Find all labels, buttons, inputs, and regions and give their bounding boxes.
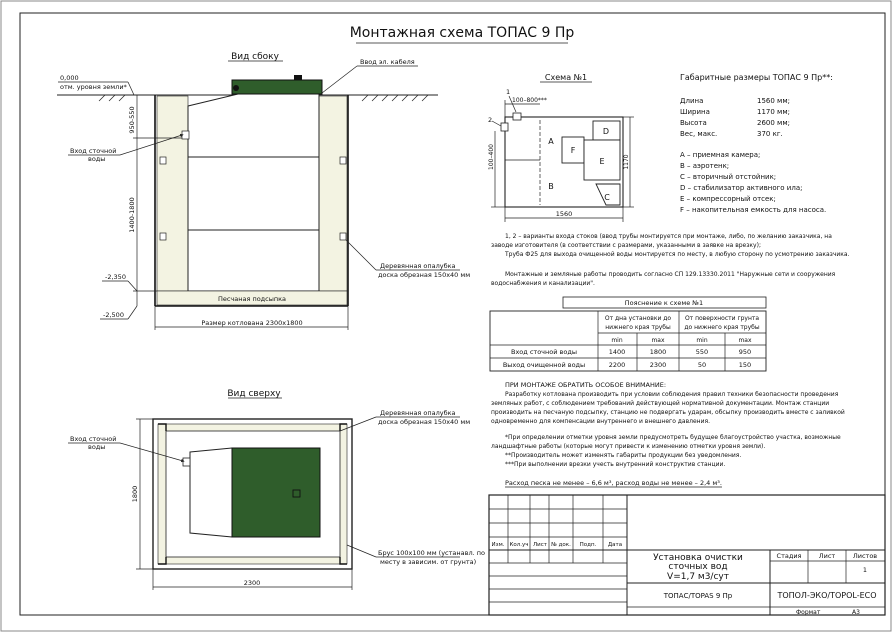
beam-label-1: Брус 100х100 мм (устанавл. по xyxy=(378,549,485,557)
legend-e: E – компрессорный отсек; xyxy=(680,195,776,203)
legend-f: F – накопительная емкость для насоса. xyxy=(680,206,827,214)
pit-size-label: Размер котлована 2300х1800 xyxy=(201,319,303,327)
table-max-1: max xyxy=(651,337,665,344)
dim-height-value: 2600 мм; xyxy=(757,119,790,127)
stamp-company: ТОПОЛ-ЭКО/TOPOL-ECO xyxy=(777,591,877,600)
scheme-dim-1560: 1560 xyxy=(555,210,573,218)
scheme-marker-2: 2 xyxy=(488,116,493,124)
warning-line-1: Разработку котлована производить при условии соблюдения правил техники безопасности проведения xyxy=(505,391,839,398)
note-line-5: водоснабжения и канализации". xyxy=(491,280,595,287)
footnote-1: *При определении отметки уровня земли предусмотреть будущее благоустройство участка, возможные xyxy=(505,434,841,441)
top-inlet-label-2: воды xyxy=(88,443,106,451)
stamp-col-data: Дата xyxy=(607,542,623,548)
warning-line-2: земляных работ, с соблюдением требований действующей нормативной документации. Монтаж станции xyxy=(491,400,830,407)
stamp-format-label: Формат xyxy=(796,609,821,616)
stamp-title-2: сточных вод xyxy=(668,562,728,572)
stamp-col-ndok: № док. xyxy=(551,542,571,548)
level-2500: -2,500 xyxy=(103,311,124,319)
table-group1-line1: От дна установки до xyxy=(604,315,672,322)
scheme-dim-1170: 1170 xyxy=(623,154,630,170)
side-formwork-label-1: Деревянная опалубка xyxy=(380,262,456,270)
lid-handle xyxy=(294,75,302,80)
stamp-sheet: Лист xyxy=(818,552,836,560)
note-line-2: заводе изготовителя (в соответствии с размерами, указанными в заявке на врезку); xyxy=(491,242,761,249)
table-group2-line2: до нижнего края трубы xyxy=(684,324,760,331)
warning-line-3: производить на песчаную подсыпку, станцию не подвергать ударам, обсыпку производить вместе с заливкой xyxy=(491,409,845,416)
dim-weight-label: Вес, макс. xyxy=(680,130,718,138)
table-row1-label: Вход сточной воды xyxy=(511,348,577,356)
scheme-label-d: D xyxy=(602,127,610,136)
side-inlet-label-1: Вход сточной xyxy=(70,147,117,155)
legend-b: B – аэротенк; xyxy=(680,162,730,170)
scheme-label-e: E xyxy=(599,157,605,166)
sand-label: Песчаная подсыпка xyxy=(217,295,287,303)
dim-height-label: Высота xyxy=(680,119,707,127)
stamp-col-koluch: Кол.уч xyxy=(509,542,529,548)
legend-d: D – стабилизатор активного ила; xyxy=(680,184,803,192)
side-formwork-label-2: доска обрезная 150х40 мм xyxy=(378,271,471,279)
table-row2-v2: 2300 xyxy=(649,361,667,369)
table-row2-label: Выход очищенной воды xyxy=(502,361,586,369)
table-row2-v4: 150 xyxy=(738,361,752,369)
scheme-inlet-2 xyxy=(501,123,508,131)
top-formwork-label-2: доска обрезная 150х40 мм xyxy=(378,418,471,426)
stamp-product: ТОПАС/TOPAS 9 Пр xyxy=(663,592,733,600)
footnote-2: **Производитель может изменять габариты продукции без уведомления. xyxy=(505,452,742,459)
table-row1-v3: 550 xyxy=(695,348,709,356)
scheme-label-f: F xyxy=(570,146,576,155)
scheme-label-a: A xyxy=(548,137,554,146)
dim-width-value: 1170 мм; xyxy=(757,108,790,116)
scheme-dim-100-400: 100–400 xyxy=(488,144,495,170)
stamp-col-izm: Изм. xyxy=(491,542,505,548)
top-inlet-marker xyxy=(183,458,190,466)
table-row1-v1: 1400 xyxy=(608,348,626,356)
dim-width-label: Ширина xyxy=(680,108,710,116)
footnote-1-cont: ландшафтные работы (которые могут привести к изменению отметки уровня земли). xyxy=(491,443,766,450)
table-row2-v1: 2200 xyxy=(608,361,626,369)
stamp-col-podp: Подп. xyxy=(579,542,597,548)
tank-lid xyxy=(232,80,322,94)
backfill-right xyxy=(319,96,347,291)
stamp-title-1: Установка очистки xyxy=(653,553,743,563)
dim-length-label: Длина xyxy=(680,97,704,105)
stamp-sheets: Листов xyxy=(852,552,878,560)
ground-level-label: отм. уровня земли* xyxy=(60,83,127,91)
table-min-1: min xyxy=(611,337,623,344)
table-group1-line2: нижнего края трубы xyxy=(605,324,671,331)
scheme-label-c: C xyxy=(604,193,610,202)
dim-weight-value: 370 кг. xyxy=(757,130,783,138)
warning-heading: ПРИ МОНТАЖЕ ОБРАТИТЬ ОСОБОЕ ВНИМАНИЕ: xyxy=(505,381,667,389)
top-formwork-label-1: Деревянная опалубка xyxy=(380,409,456,417)
top-tank-lid xyxy=(232,448,320,537)
scheme-heading: Схема №1 xyxy=(544,73,588,82)
dim-1400-1800: 1400-1800 xyxy=(128,197,136,233)
scheme-label-b: B xyxy=(548,182,554,191)
stamp-format-value: А3 xyxy=(852,609,860,616)
table-row1-v2: 1800 xyxy=(649,348,667,356)
top-dim-2300: 2300 xyxy=(243,579,261,587)
lid-hinge xyxy=(233,85,239,91)
level-2350: -2,350 xyxy=(105,273,126,281)
scheme-inlet-1 xyxy=(513,113,521,120)
dim-950-550: 950-550 xyxy=(128,106,136,134)
footnote-3: ***При выполнении врезки учесть внутренний конструктив станции. xyxy=(505,461,726,468)
cable-label: Ввод эл. кабеля xyxy=(360,58,415,66)
note-line-1: 1, 2 – варианты входа стоков (ввод трубы монтируется при монтаже, либо, по желанию заказчика, на xyxy=(505,233,832,240)
tank-body xyxy=(188,94,319,291)
warning-line-4: одновременно для компенсации внутреннего и внешнего давления. xyxy=(491,418,711,425)
table-row2-v3: 50 xyxy=(697,361,707,369)
side-inlet-label-2: воды xyxy=(88,155,106,163)
scheme-marker-1: 1 xyxy=(506,88,511,96)
beam-label-2: месту в зависим. от грунта) xyxy=(380,558,477,566)
backfill-left xyxy=(157,96,188,291)
table-min-2: min xyxy=(696,337,708,344)
dimensions-heading: Габаритные размеры ТОПАС 9 Пр**: xyxy=(680,73,833,82)
dim-length-value: 1560 мм; xyxy=(757,97,790,105)
drawing-title: Монтажная схема ТОПАС 9 Пр xyxy=(349,25,575,41)
stamp-sheets-value: 1 xyxy=(862,566,868,574)
table-group2-line1: От поверхности грунта xyxy=(684,315,760,322)
top-dim-1800: 1800 xyxy=(131,485,139,503)
stamp-stage: Стадия xyxy=(776,552,802,560)
top-inlet-label-1: Вход сточной xyxy=(70,435,117,443)
side-view-heading: Вид сбоку xyxy=(231,52,279,62)
top-view-heading: Вид сверху xyxy=(227,389,281,399)
stamp-title-3: V=1,7 м3/сут xyxy=(667,572,729,582)
stamp-col-list: Лист xyxy=(533,542,547,548)
consumption-note: Расход песка не менее – 6,6 м³, расход воды не менее – 2,4 м³. xyxy=(505,479,722,487)
legend-c: C – вторичный отстойник; xyxy=(680,173,777,181)
table-caption: Пояснение к схеме №1 xyxy=(624,299,704,307)
note-line-4: Монтажные и земляные работы проводить согласно СП 129.13330.2011 "Наружные сети и сооружения xyxy=(505,271,836,278)
ground-level-value: 0,000 xyxy=(60,74,79,82)
scheme-dim-100-800: 100–800*** xyxy=(512,97,547,104)
note-line-3: Труба Ф25 для выхода очищенной воды монтируется по месту, в любую сторону по усмотрению заказчика. xyxy=(505,251,850,258)
table-row1-v4: 950 xyxy=(738,348,752,356)
legend-a: A – приемная камера; xyxy=(680,151,761,159)
table-max-2: max xyxy=(738,337,752,344)
